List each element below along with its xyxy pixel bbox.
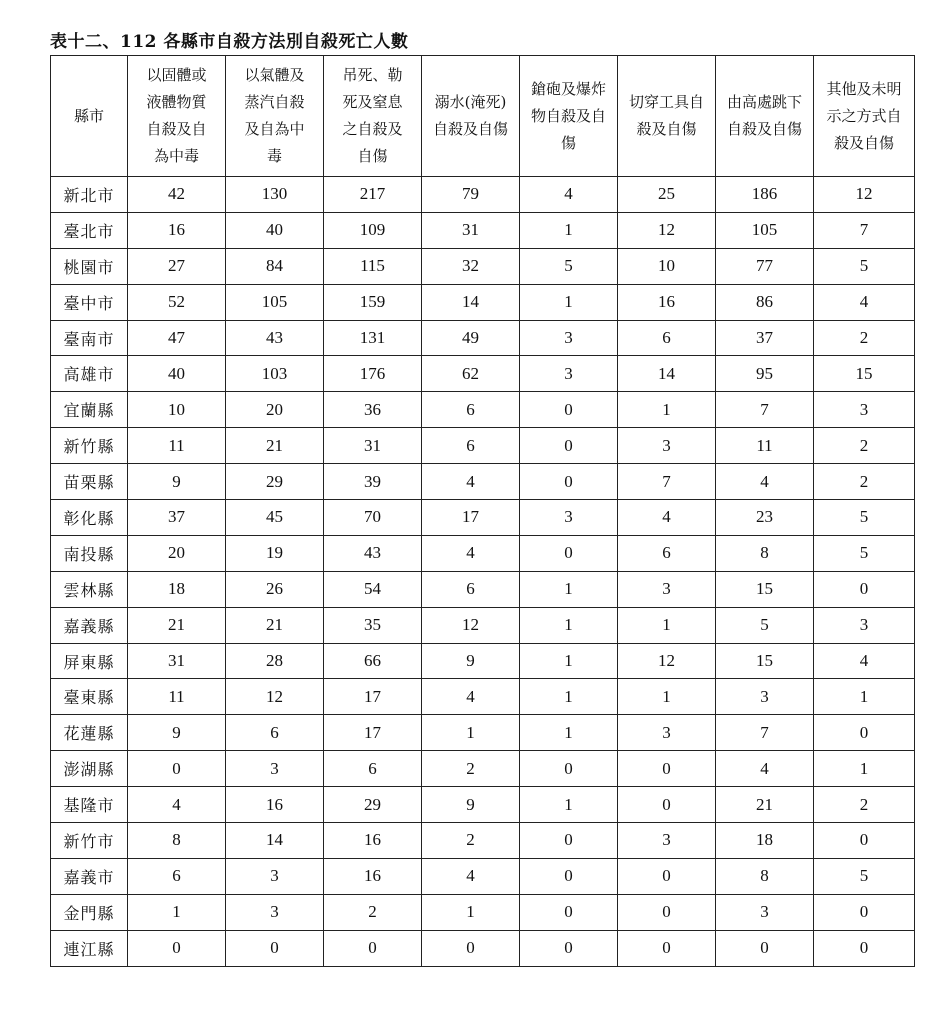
jumping-from-height-cell: 86 bbox=[716, 284, 814, 320]
hanging-strangulation-cell: 54 bbox=[324, 571, 422, 607]
table-row bbox=[51, 464, 915, 500]
county-name-cell: 宜蘭縣 bbox=[51, 392, 128, 428]
other-unspecified-cell: 5 bbox=[814, 858, 915, 894]
jumping-from-height-cell: 7 bbox=[716, 715, 814, 751]
county-name-cell: 嘉義市 bbox=[51, 858, 128, 894]
cutting-piercing-cell: 0 bbox=[618, 858, 716, 894]
drowning-cell: 31 bbox=[422, 212, 520, 248]
firearms-explosives-cell: 1 bbox=[520, 643, 618, 679]
table-row bbox=[51, 858, 915, 894]
other-unspecified-cell: 2 bbox=[814, 787, 915, 823]
solid-liquid-poisoning-cell: 0 bbox=[128, 751, 226, 787]
gas-vapor-poisoning-cell: 26 bbox=[226, 571, 324, 607]
gas-vapor-poisoning-cell: 3 bbox=[226, 894, 324, 930]
table-row bbox=[51, 392, 915, 428]
column-header-other-unspecified: 其他及未明示之方式自殺及自傷 bbox=[814, 56, 915, 177]
jumping-from-height-cell: 18 bbox=[716, 823, 814, 859]
drowning-cell: 32 bbox=[422, 248, 520, 284]
solid-liquid-poisoning-cell: 4 bbox=[128, 787, 226, 823]
drowning-cell: 49 bbox=[422, 320, 520, 356]
jumping-from-height-cell: 4 bbox=[716, 751, 814, 787]
firearms-explosives-cell: 0 bbox=[520, 428, 618, 464]
firearms-explosives-cell: 1 bbox=[520, 571, 618, 607]
drowning-cell: 6 bbox=[422, 428, 520, 464]
county-name-cell: 金門縣 bbox=[51, 894, 128, 930]
cutting-piercing-cell: 12 bbox=[618, 643, 716, 679]
other-unspecified-cell: 3 bbox=[814, 392, 915, 428]
gas-vapor-poisoning-cell: 28 bbox=[226, 643, 324, 679]
gas-vapor-poisoning-cell: 21 bbox=[226, 607, 324, 643]
county-name-cell: 苗栗縣 bbox=[51, 464, 128, 500]
header-row bbox=[51, 56, 915, 177]
table-row bbox=[51, 751, 915, 787]
column-header-gas-vapor-poisoning: 以氣體及蒸汽自殺及自為中毒 bbox=[226, 56, 324, 177]
jumping-from-height-cell: 15 bbox=[716, 571, 814, 607]
solid-liquid-poisoning-cell: 9 bbox=[128, 715, 226, 751]
drowning-cell: 1 bbox=[422, 715, 520, 751]
hanging-strangulation-cell: 43 bbox=[324, 535, 422, 571]
firearms-explosives-cell: 1 bbox=[520, 715, 618, 751]
table-row bbox=[51, 356, 915, 392]
firearms-explosives-cell: 0 bbox=[520, 858, 618, 894]
table-row bbox=[51, 823, 915, 859]
jumping-from-height-cell: 15 bbox=[716, 643, 814, 679]
drowning-cell: 2 bbox=[422, 823, 520, 859]
table-row bbox=[51, 643, 915, 679]
firearms-explosives-cell: 1 bbox=[520, 787, 618, 823]
solid-liquid-poisoning-cell: 47 bbox=[128, 320, 226, 356]
firearms-explosives-cell: 1 bbox=[520, 679, 618, 715]
other-unspecified-cell: 5 bbox=[814, 248, 915, 284]
cutting-piercing-cell: 12 bbox=[618, 212, 716, 248]
county-name-cell: 連江縣 bbox=[51, 930, 128, 966]
column-header-jumping-from-height: 由高處跳下自殺及自傷 bbox=[716, 56, 814, 177]
hanging-strangulation-cell: 131 bbox=[324, 320, 422, 356]
other-unspecified-cell: 15 bbox=[814, 356, 915, 392]
cutting-piercing-cell: 3 bbox=[618, 428, 716, 464]
other-unspecified-cell: 1 bbox=[814, 679, 915, 715]
solid-liquid-poisoning-cell: 9 bbox=[128, 464, 226, 500]
jumping-from-height-cell: 5 bbox=[716, 607, 814, 643]
firearms-explosives-cell: 1 bbox=[520, 284, 618, 320]
table-row bbox=[51, 428, 915, 464]
drowning-cell: 6 bbox=[422, 571, 520, 607]
jumping-from-height-cell: 7 bbox=[716, 392, 814, 428]
county-name-cell: 新竹縣 bbox=[51, 428, 128, 464]
firearms-explosives-cell: 1 bbox=[520, 212, 618, 248]
other-unspecified-cell: 0 bbox=[814, 823, 915, 859]
other-unspecified-cell: 7 bbox=[814, 212, 915, 248]
drowning-cell: 1 bbox=[422, 894, 520, 930]
hanging-strangulation-cell: 39 bbox=[324, 464, 422, 500]
gas-vapor-poisoning-cell: 3 bbox=[226, 751, 324, 787]
solid-liquid-poisoning-cell: 0 bbox=[128, 930, 226, 966]
solid-liquid-poisoning-cell: 40 bbox=[128, 356, 226, 392]
county-name-cell: 臺中市 bbox=[51, 284, 128, 320]
firearms-explosives-cell: 4 bbox=[520, 177, 618, 213]
other-unspecified-cell: 5 bbox=[814, 500, 915, 536]
solid-liquid-poisoning-cell: 8 bbox=[128, 823, 226, 859]
jumping-from-height-cell: 77 bbox=[716, 248, 814, 284]
gas-vapor-poisoning-cell: 20 bbox=[226, 392, 324, 428]
other-unspecified-cell: 3 bbox=[814, 607, 915, 643]
jumping-from-height-cell: 37 bbox=[716, 320, 814, 356]
table-row bbox=[51, 571, 915, 607]
other-unspecified-cell: 0 bbox=[814, 930, 915, 966]
hanging-strangulation-cell: 66 bbox=[324, 643, 422, 679]
firearms-explosives-cell: 0 bbox=[520, 823, 618, 859]
other-unspecified-cell: 2 bbox=[814, 464, 915, 500]
hanging-strangulation-cell: 36 bbox=[324, 392, 422, 428]
firearms-explosives-cell: 1 bbox=[520, 607, 618, 643]
column-header-cutting-piercing: 切穿工具自殺及自傷 bbox=[618, 56, 716, 177]
solid-liquid-poisoning-cell: 27 bbox=[128, 248, 226, 284]
jumping-from-height-cell: 3 bbox=[716, 679, 814, 715]
hanging-strangulation-cell: 159 bbox=[324, 284, 422, 320]
other-unspecified-cell: 2 bbox=[814, 320, 915, 356]
table-row bbox=[51, 248, 915, 284]
drowning-cell: 4 bbox=[422, 679, 520, 715]
cutting-piercing-cell: 3 bbox=[618, 715, 716, 751]
column-header-drowning: 溺水(淹死)自殺及自傷 bbox=[422, 56, 520, 177]
gas-vapor-poisoning-cell: 105 bbox=[226, 284, 324, 320]
table-row bbox=[51, 320, 915, 356]
table-row bbox=[51, 679, 915, 715]
gas-vapor-poisoning-cell: 84 bbox=[226, 248, 324, 284]
drowning-cell: 4 bbox=[422, 535, 520, 571]
other-unspecified-cell: 4 bbox=[814, 643, 915, 679]
firearms-explosives-cell: 3 bbox=[520, 320, 618, 356]
table-row bbox=[51, 787, 915, 823]
county-name-cell: 臺南市 bbox=[51, 320, 128, 356]
cutting-piercing-cell: 1 bbox=[618, 679, 716, 715]
cutting-piercing-cell: 0 bbox=[618, 930, 716, 966]
county-name-cell: 基隆市 bbox=[51, 787, 128, 823]
jumping-from-height-cell: 8 bbox=[716, 535, 814, 571]
column-header-firearms-explosives: 鎗砲及爆炸物自殺及自傷 bbox=[520, 56, 618, 177]
drowning-cell: 6 bbox=[422, 392, 520, 428]
jumping-from-height-cell: 3 bbox=[716, 894, 814, 930]
hanging-strangulation-cell: 16 bbox=[324, 823, 422, 859]
solid-liquid-poisoning-cell: 10 bbox=[128, 392, 226, 428]
firearms-explosives-cell: 0 bbox=[520, 392, 618, 428]
table-body bbox=[51, 177, 915, 967]
hanging-strangulation-cell: 0 bbox=[324, 930, 422, 966]
table-row bbox=[51, 177, 915, 213]
county-name-cell: 雲林縣 bbox=[51, 571, 128, 607]
hanging-strangulation-cell: 115 bbox=[324, 248, 422, 284]
firearms-explosives-cell: 0 bbox=[520, 894, 618, 930]
firearms-explosives-cell: 3 bbox=[520, 500, 618, 536]
cutting-piercing-cell: 3 bbox=[618, 571, 716, 607]
cutting-piercing-cell: 16 bbox=[618, 284, 716, 320]
jumping-from-height-cell: 95 bbox=[716, 356, 814, 392]
gas-vapor-poisoning-cell: 130 bbox=[226, 177, 324, 213]
cutting-piercing-cell: 0 bbox=[618, 787, 716, 823]
solid-liquid-poisoning-cell: 11 bbox=[128, 428, 226, 464]
jumping-from-height-cell: 186 bbox=[716, 177, 814, 213]
hanging-strangulation-cell: 35 bbox=[324, 607, 422, 643]
solid-liquid-poisoning-cell: 16 bbox=[128, 212, 226, 248]
cutting-piercing-cell: 0 bbox=[618, 894, 716, 930]
jumping-from-height-cell: 0 bbox=[716, 930, 814, 966]
hanging-strangulation-cell: 6 bbox=[324, 751, 422, 787]
table-row bbox=[51, 212, 915, 248]
statistics-table bbox=[50, 55, 915, 967]
hanging-strangulation-cell: 17 bbox=[324, 679, 422, 715]
cutting-piercing-cell: 7 bbox=[618, 464, 716, 500]
cutting-piercing-cell: 10 bbox=[618, 248, 716, 284]
drowning-cell: 2 bbox=[422, 751, 520, 787]
firearms-explosives-cell: 0 bbox=[520, 751, 618, 787]
firearms-explosives-cell: 0 bbox=[520, 535, 618, 571]
hanging-strangulation-cell: 17 bbox=[324, 715, 422, 751]
solid-liquid-poisoning-cell: 6 bbox=[128, 858, 226, 894]
solid-liquid-poisoning-cell: 18 bbox=[128, 571, 226, 607]
jumping-from-height-cell: 105 bbox=[716, 212, 814, 248]
county-name-cell: 南投縣 bbox=[51, 535, 128, 571]
hanging-strangulation-cell: 176 bbox=[324, 356, 422, 392]
hanging-strangulation-cell: 29 bbox=[324, 787, 422, 823]
hanging-strangulation-cell: 70 bbox=[324, 500, 422, 536]
drowning-cell: 4 bbox=[422, 858, 520, 894]
table-row bbox=[51, 715, 915, 751]
county-name-cell: 屏東縣 bbox=[51, 643, 128, 679]
table-row bbox=[51, 500, 915, 536]
other-unspecified-cell: 5 bbox=[814, 535, 915, 571]
county-name-cell: 澎湖縣 bbox=[51, 751, 128, 787]
cutting-piercing-cell: 1 bbox=[618, 607, 716, 643]
table-row bbox=[51, 930, 915, 966]
drowning-cell: 12 bbox=[422, 607, 520, 643]
gas-vapor-poisoning-cell: 16 bbox=[226, 787, 324, 823]
county-name-cell: 臺北市 bbox=[51, 212, 128, 248]
column-header-county: 縣市 bbox=[51, 56, 128, 177]
gas-vapor-poisoning-cell: 12 bbox=[226, 679, 324, 715]
column-header-solid-liquid-poisoning: 以固體或液體物質自殺及自為中毒 bbox=[128, 56, 226, 177]
drowning-cell: 9 bbox=[422, 643, 520, 679]
drowning-cell: 0 bbox=[422, 930, 520, 966]
solid-liquid-poisoning-cell: 1 bbox=[128, 894, 226, 930]
cutting-piercing-cell: 4 bbox=[618, 500, 716, 536]
cutting-piercing-cell: 14 bbox=[618, 356, 716, 392]
drowning-cell: 79 bbox=[422, 177, 520, 213]
table-row bbox=[51, 284, 915, 320]
gas-vapor-poisoning-cell: 0 bbox=[226, 930, 324, 966]
county-name-cell: 花蓮縣 bbox=[51, 715, 128, 751]
gas-vapor-poisoning-cell: 45 bbox=[226, 500, 324, 536]
gas-vapor-poisoning-cell: 40 bbox=[226, 212, 324, 248]
cutting-piercing-cell: 0 bbox=[618, 751, 716, 787]
hanging-strangulation-cell: 2 bbox=[324, 894, 422, 930]
cutting-piercing-cell: 6 bbox=[618, 535, 716, 571]
solid-liquid-poisoning-cell: 37 bbox=[128, 500, 226, 536]
jumping-from-height-cell: 4 bbox=[716, 464, 814, 500]
county-name-cell: 臺東縣 bbox=[51, 679, 128, 715]
other-unspecified-cell: 1 bbox=[814, 751, 915, 787]
hanging-strangulation-cell: 109 bbox=[324, 212, 422, 248]
county-name-cell: 新北市 bbox=[51, 177, 128, 213]
gas-vapor-poisoning-cell: 103 bbox=[226, 356, 324, 392]
table-row bbox=[51, 607, 915, 643]
gas-vapor-poisoning-cell: 21 bbox=[226, 428, 324, 464]
table-row bbox=[51, 535, 915, 571]
gas-vapor-poisoning-cell: 14 bbox=[226, 823, 324, 859]
county-name-cell: 新竹市 bbox=[51, 823, 128, 859]
column-header-hanging-strangulation: 吊死、勒死及窒息之自殺及自傷 bbox=[324, 56, 422, 177]
gas-vapor-poisoning-cell: 6 bbox=[226, 715, 324, 751]
solid-liquid-poisoning-cell: 11 bbox=[128, 679, 226, 715]
solid-liquid-poisoning-cell: 21 bbox=[128, 607, 226, 643]
county-name-cell: 彰化縣 bbox=[51, 500, 128, 536]
solid-liquid-poisoning-cell: 31 bbox=[128, 643, 226, 679]
gas-vapor-poisoning-cell: 19 bbox=[226, 535, 324, 571]
hanging-strangulation-cell: 16 bbox=[324, 858, 422, 894]
county-name-cell: 高雄市 bbox=[51, 356, 128, 392]
other-unspecified-cell: 2 bbox=[814, 428, 915, 464]
cutting-piercing-cell: 1 bbox=[618, 392, 716, 428]
other-unspecified-cell: 0 bbox=[814, 894, 915, 930]
table-title: 表十二、112 各縣市自殺方法別自殺死亡人數 bbox=[50, 32, 409, 52]
hanging-strangulation-cell: 217 bbox=[324, 177, 422, 213]
other-unspecified-cell: 0 bbox=[814, 715, 915, 751]
table-row bbox=[51, 894, 915, 930]
gas-vapor-poisoning-cell: 43 bbox=[226, 320, 324, 356]
cutting-piercing-cell: 6 bbox=[618, 320, 716, 356]
gas-vapor-poisoning-cell: 3 bbox=[226, 858, 324, 894]
cutting-piercing-cell: 3 bbox=[618, 823, 716, 859]
cutting-piercing-cell: 25 bbox=[618, 177, 716, 213]
county-name-cell: 嘉義縣 bbox=[51, 607, 128, 643]
other-unspecified-cell: 12 bbox=[814, 177, 915, 213]
solid-liquid-poisoning-cell: 20 bbox=[128, 535, 226, 571]
drowning-cell: 14 bbox=[422, 284, 520, 320]
jumping-from-height-cell: 21 bbox=[716, 787, 814, 823]
drowning-cell: 9 bbox=[422, 787, 520, 823]
jumping-from-height-cell: 8 bbox=[716, 858, 814, 894]
drowning-cell: 62 bbox=[422, 356, 520, 392]
solid-liquid-poisoning-cell: 42 bbox=[128, 177, 226, 213]
drowning-cell: 4 bbox=[422, 464, 520, 500]
other-unspecified-cell: 4 bbox=[814, 284, 915, 320]
firearms-explosives-cell: 0 bbox=[520, 464, 618, 500]
firearms-explosives-cell: 5 bbox=[520, 248, 618, 284]
county-name-cell: 桃園市 bbox=[51, 248, 128, 284]
firearms-explosives-cell: 0 bbox=[520, 930, 618, 966]
hanging-strangulation-cell: 31 bbox=[324, 428, 422, 464]
solid-liquid-poisoning-cell: 52 bbox=[128, 284, 226, 320]
jumping-from-height-cell: 11 bbox=[716, 428, 814, 464]
other-unspecified-cell: 0 bbox=[814, 571, 915, 607]
firearms-explosives-cell: 3 bbox=[520, 356, 618, 392]
drowning-cell: 17 bbox=[422, 500, 520, 536]
gas-vapor-poisoning-cell: 29 bbox=[226, 464, 324, 500]
jumping-from-height-cell: 23 bbox=[716, 500, 814, 536]
